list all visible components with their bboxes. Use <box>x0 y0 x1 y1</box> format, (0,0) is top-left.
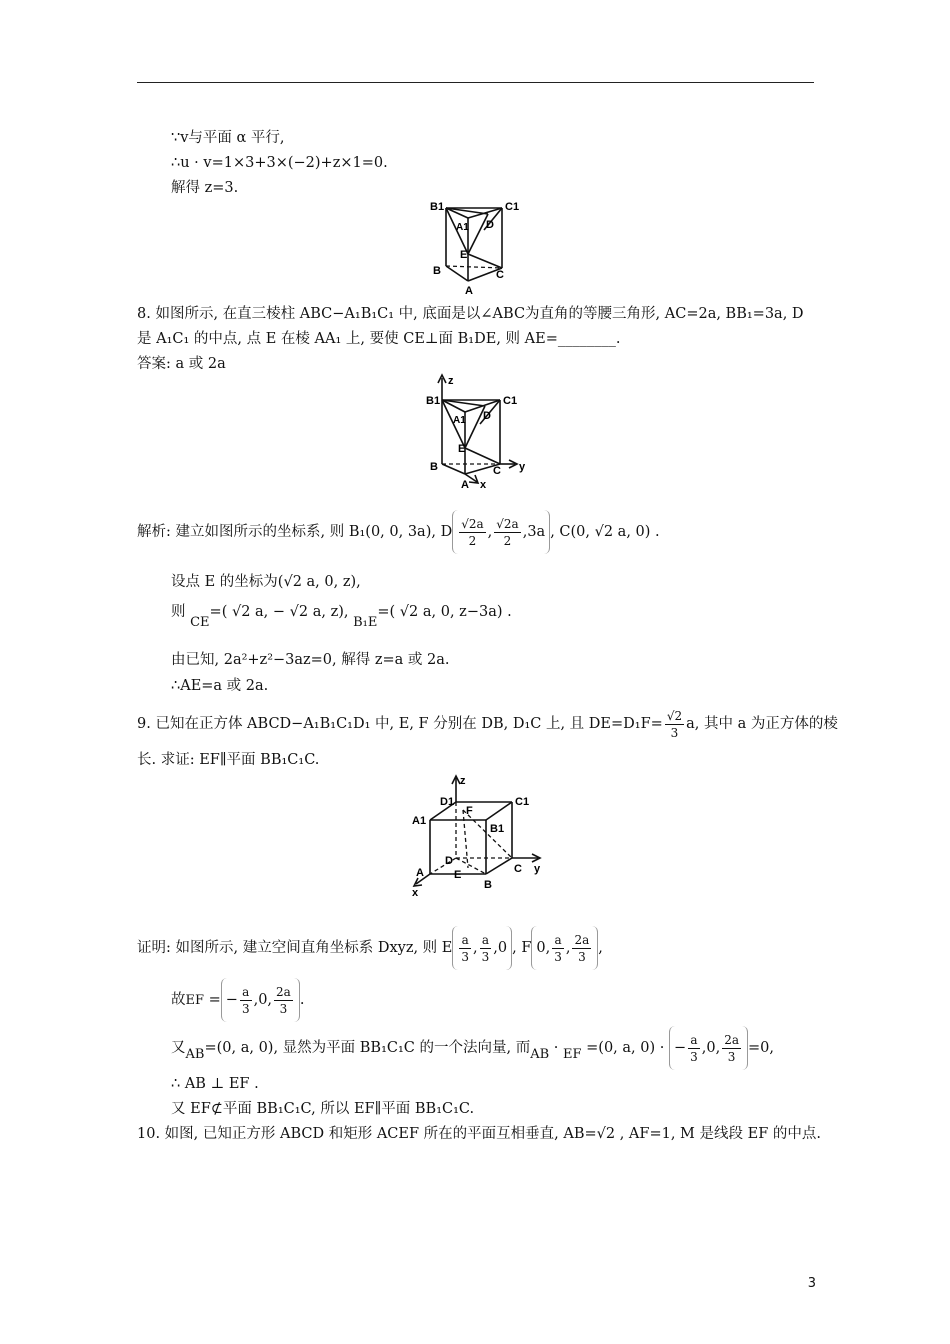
q9-ef-vector: 故EF = − $\frac{a}{3}$ ,0, $\frac{2a}{3}$ . <box>171 978 304 1022</box>
header-rule <box>137 82 814 83</box>
label-C: C <box>493 465 501 477</box>
text-line: ∴u · v=1×3+3×(−2)+z×1=0. <box>171 155 388 171</box>
q8-known: 由已知, 2a²+z²−3az=0, 解得 z=a 或 2a. <box>171 652 450 668</box>
label-x: x <box>412 887 419 899</box>
c-coordinate: , C(0, √2 a, 0) . <box>550 524 660 540</box>
label-A1: A1 <box>412 815 427 827</box>
q9-proof-line1: 证明: 如图所示, 建立空间直角坐标系 Dxyz, 则 E $\frac{a}{3}$ , $\frac{a}{3}$ ,0 , F 0, $\frac{a}{3}$ , $\frac{2a}{3}$ , <box>137 926 603 970</box>
label-B: B <box>433 265 441 277</box>
q8-e-coord: 设点 E 的坐标为(√2 a, 0, z), <box>171 574 361 590</box>
label-B: B <box>430 461 438 473</box>
page-number: 3 <box>807 1276 816 1291</box>
q10-line1: 10. 如图, 已知正方形 ABCD 和矩形 ACEF 所在的平面互相垂直, AB=√2 , AF=1, M 是线段 EF 的中点. <box>137 1126 821 1142</box>
label-A: A <box>461 479 469 491</box>
q9-line2: 长. 求证: EF∥平面 BB₁C₁C. <box>137 752 320 768</box>
prism-figure-1 <box>428 196 528 296</box>
q9-final: 又 EF⊄平面 BB₁C₁C, 所以 EF∥平面 BB₁C₁C. <box>171 1101 475 1117</box>
e-coordinate: $\frac{a}{3}$ , $\frac{a}{3}$ ,0 <box>452 926 512 970</box>
label-D: D <box>483 410 491 422</box>
label-z: z <box>448 375 454 387</box>
label-A1: A1 <box>456 222 469 233</box>
f-coordinate: 0, $\frac{a}{3}$ , $\frac{2a}{3}$ <box>531 926 598 970</box>
q8-conclusion: ∴AE=a 或 2a. <box>171 678 269 694</box>
label-C1: C1 <box>505 201 520 213</box>
cube-figure <box>408 772 548 902</box>
q9-normal-vector: 又AB=(0, a, 0), 显然为平面 BB₁C₁C 的一个法向量, 而AB · EF =(0, a, 0) · − $\frac{a}{3}$ ,0, $\frac{2a}{3}$ =0, <box>171 1026 774 1070</box>
label-z: z <box>460 775 466 787</box>
prism-figure-2 <box>425 372 535 492</box>
q8-analysis <box>137 510 660 554</box>
label-C1: C1 <box>503 395 518 407</box>
q9-perpendicular: ∴ AB ⊥ EF . <box>171 1076 259 1092</box>
vector-ce-label: CE <box>190 615 210 630</box>
label-y: y <box>519 461 526 473</box>
label-C: C <box>496 269 504 281</box>
d-coordinate: $\frac{√2a}{2}$ , $\frac{√2a}{2}$ ,3a <box>452 510 550 554</box>
analysis-prefix: 解析: 建立如图所示的坐标系, 则 B₁(0, 0, 3a), D <box>137 524 453 540</box>
text-line: ∵v与平面 α 平行, <box>171 130 285 146</box>
label-y: y <box>534 863 541 875</box>
label-B: B <box>484 879 492 891</box>
label-B1: B1 <box>490 823 505 835</box>
text-line: 解得 z=3. <box>171 180 239 196</box>
q8-vectors: 则 CE=( √2 a, − √2 a, z), B₁E=( √2 a, 0, z−3a) . <box>171 604 512 630</box>
label-B1: B1 <box>426 395 441 407</box>
vector-b1e-label: B₁E <box>353 615 378 630</box>
q9-line1: 9. 已知在正方体 ABCD−A₁B₁C₁D₁ 中, E, F 分别在 DB, D₁C 上, 且 DE=D₁F= $\frac{√2}{3}$ a, 其中 a 为正方体的棱 <box>137 708 838 740</box>
label-A: A <box>465 285 473 296</box>
label-A: A <box>416 867 424 879</box>
label-C: C <box>514 863 522 875</box>
label-D: D <box>445 855 453 867</box>
label-B1: B1 <box>430 201 445 213</box>
label-D1: D1 <box>440 796 455 808</box>
q8-line2: 是 A₁C₁ 的中点, 点 E 在棱 AA₁ 上, 要使 CE⊥面 B₁DE, 则 AE=________. <box>137 331 621 347</box>
label-E: E <box>460 249 468 261</box>
label-A1: A1 <box>453 415 466 426</box>
label-E: E <box>454 869 462 881</box>
label-D: D <box>486 219 494 231</box>
q8-line1: 8. 如图所示, 在直三棱柱 ABC−A₁B₁C₁ 中, 底面是以∠ABC为直角的等腰三角形, AC=2a, BB₁=3a, D <box>137 306 804 322</box>
label-E: E <box>458 443 466 455</box>
label-x: x <box>480 479 487 491</box>
label-F: F <box>466 805 473 817</box>
label-C1: C1 <box>515 796 530 808</box>
q8-answer: 答案: a 或 2a <box>137 356 226 372</box>
